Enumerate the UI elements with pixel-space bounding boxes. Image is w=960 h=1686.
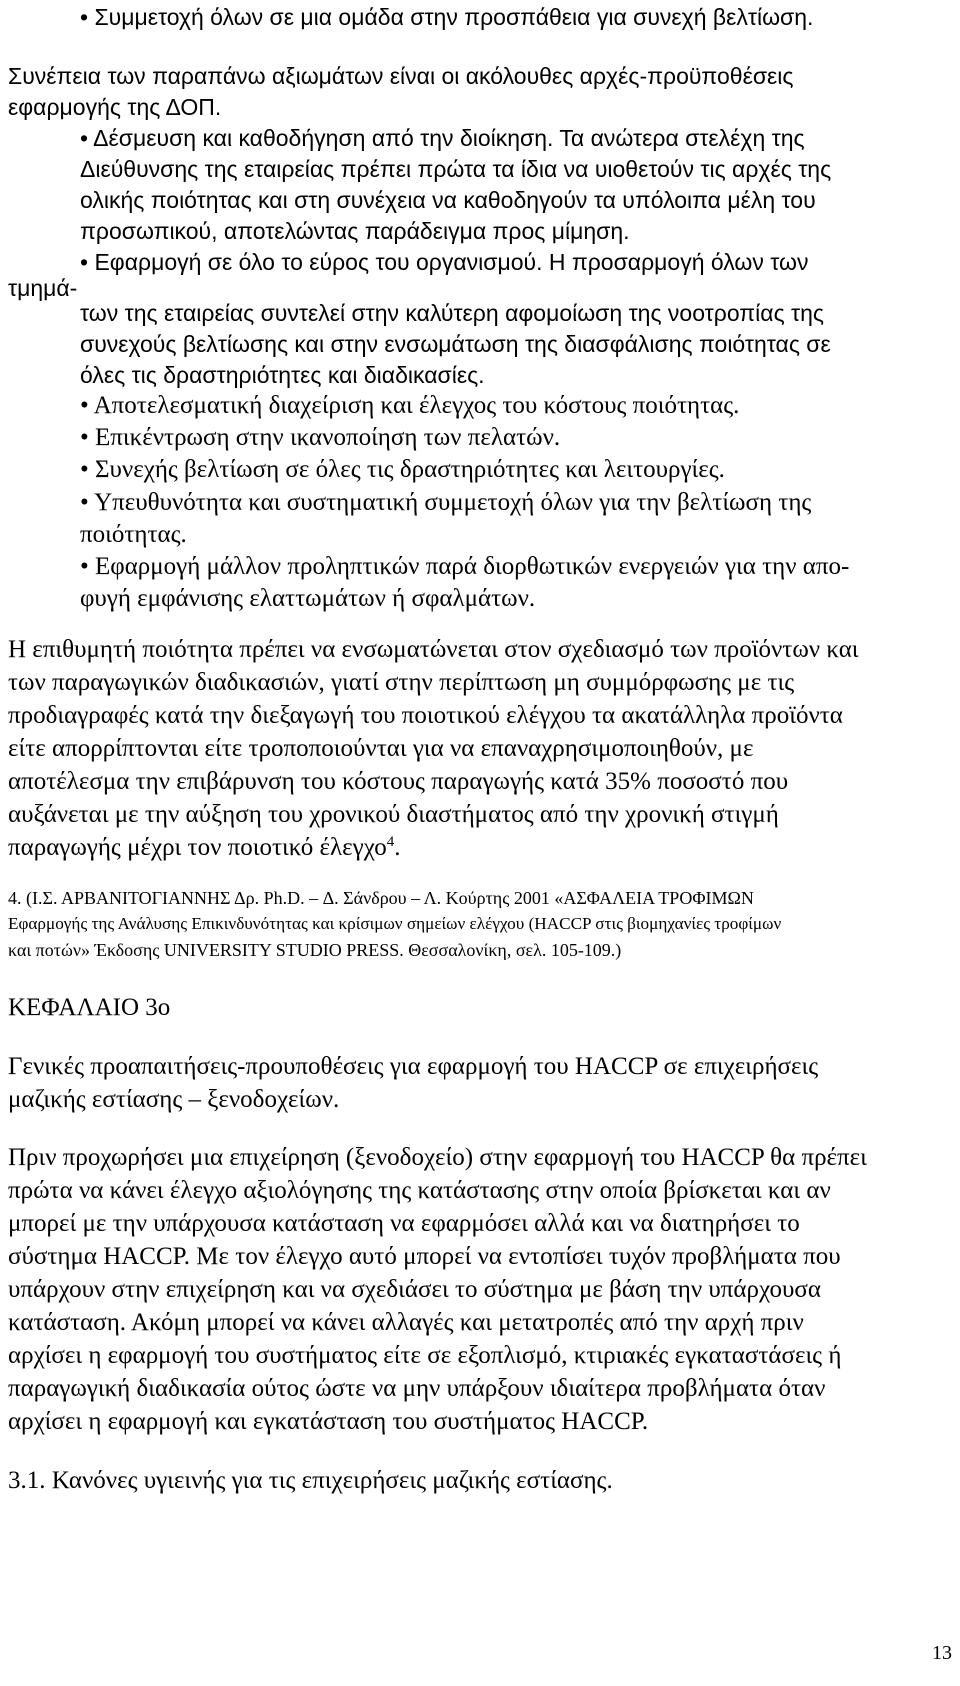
- bullet-item-continuation: συνεχούς βελτίωσης και στην ενσωμάτωση της διασφάλισης ποιότητας σε: [80, 331, 831, 357]
- reference-line: 4. (Ι.Σ. ΑΡΒΑΝΙΤΟΓΙΑΝΝΗΣ Δρ. Ph.D. – Δ. Σάνδρου – Λ. Κούρτης 2001 «ΑΣΦΑΛΕΙΑ ΤΡΟΦΙΜΩΝ: [8, 888, 754, 908]
- quality-paragraph-text: παραγωγής μέχρι τον ποιοτικό έλεγχο: [8, 834, 387, 861]
- footnote-marker: 4: [386, 834, 395, 850]
- bullet-item-continuation: όλες τις δραστηριότητες και διαδικασίες.: [80, 362, 485, 388]
- page-number: 13: [932, 1642, 952, 1664]
- bullet-item: • Αποτελεσματική διαχείριση και έλεγχος του κόστους ποιότητας.: [80, 392, 740, 419]
- bullet-item-continuation: τμημά-: [8, 275, 78, 301]
- reference-line: και ποτών» Έκδοσης UNIVERSITY STUDIO PRESS. Θεσσαλονίκη, σελ. 105-109.): [8, 940, 622, 960]
- bullet-item-continuation: ποιότητας.: [80, 521, 187, 548]
- haccp-paragraph-line: σύστημα HACCP. Με τον έλεγχο αυτό μπορεί να εντοπίσει τυχόν προβλήματα που: [8, 1243, 841, 1270]
- bullet-item: • Συμμετοχή όλων σε μια ομάδα στην προσπάθεια για συνεχή βελτίωση.: [80, 4, 814, 30]
- quality-paragraph-line: αυξάνεται με την αύξηση του χρονικού διαστήματος από την χρονική στιγμή: [8, 801, 779, 828]
- bullet-item-continuation: των της εταιρείας συντελεί στην καλύτερη αφομοίωση της νοοτροπίας της: [80, 300, 825, 326]
- bullet-item: • Υπευθυνότητα και συστηματική συμμετοχή όλων για την βελτίωση της: [80, 489, 812, 516]
- quality-paragraph-line: αποτέλεσμα την επιβάρυνση του κόστους παραγωγής κατά 35% ποσοστό που: [8, 768, 789, 795]
- quality-paragraph-line: προδιαγραφές κατά την διεξαγωγή του ποιοτικού ελέγχου τα ακατάλληλα προϊόντα: [8, 702, 843, 729]
- haccp-paragraph-line: αρχίσει η εφαρμογή και εγκατάσταση του συστήματος HACCP.: [8, 1408, 649, 1435]
- bullet-item-continuation: φυγή εμφάνισης ελαττωμάτων ή σφαλμάτων.: [80, 585, 536, 612]
- reference-line: Εφαρμογής της Ανάλυσης Επικινδυνότητας και κρίσιμων σημείων ελέγχου (HACCP στις βιομηχανίες τροφίμων: [8, 914, 782, 933]
- bullet-item-continuation: Διεύθυνσης της εταιρείας πρέπει πρώτα τα ίδια να υιοθετούν τις αρχές της: [80, 156, 832, 182]
- quality-paragraph-line: Η επιθυμητή ποιότητα πρέπει να ενσωματώνεται στον σχεδιασμό των προϊόντων και: [8, 636, 859, 663]
- bullet-item: • Δέσμευση και καθοδήγηση από την διοίκηση. Τα ανώτερα στελέχη της: [80, 125, 805, 151]
- chapter-title: ΚΕΦΑΛΑΙΟ 3ο: [8, 994, 171, 1021]
- haccp-paragraph-line: παραγωγική διαδικασία ούτος ώστε να μην υπάρξουν ιδιαίτερα προβλήματα όταν: [8, 1375, 826, 1402]
- chapter-subtitle-line: Γενικές προαπαιτήσεις-προυποθέσεις για εφαρμογή του HACCP σε επιχειρήσεις: [8, 1053, 819, 1080]
- bullet-item-continuation: ολικής ποιότητας και στη συνέχεια να καθοδηγούν τα υπόλοιπα μέλη του: [80, 187, 816, 213]
- haccp-paragraph-line: Πριν προχωρήσει μια επιχείρηση (ξενοδοχείο) στην εφαρμογή του HACCP θα πρέπει: [8, 1144, 867, 1171]
- haccp-paragraph-line: πρώτα να κάνει έλεγχο αξιολόγησης της κατάστασης στην οποία βρίσκεται και αν: [8, 1177, 831, 1204]
- section-heading: 3.1. Κανόνες υγιεινής για τις επιχειρήσεις μαζικής εστίασης.: [8, 1467, 613, 1494]
- quality-paragraph-line: [8, 831, 401, 864]
- haccp-paragraph-line: κατάσταση. Ακόμη μπορεί να κάνει αλλαγές και μετατροπές από την αρχή πριν: [8, 1309, 804, 1336]
- chapter-subtitle-line: μαζικής εστίασης – ξενοδοχείων.: [8, 1086, 340, 1113]
- haccp-paragraph-line: αρχίσει η εφαρμογή του συστήματος είτε σε εξοπλισμό, κτιριακές εγκαταστάσεις ή: [8, 1342, 842, 1369]
- bullet-item: • Εφαρμογή μάλλον προληπτικών παρά διορθωτικών ενεργειών για την απο-: [80, 553, 850, 580]
- haccp-paragraph-line: υπάρχουν στην επιχείρηση και να σχεδιάσει το σύστημα με βάση την υπάρχουσα: [8, 1276, 821, 1303]
- intro-paragraph-line: εφαρμογής της ΔΟΠ.: [8, 94, 222, 120]
- bullet-item: • Συνεχής βελτίωση σε όλες τις δραστηριότητες και λειτουργίες.: [80, 456, 725, 483]
- bullet-item: • Εφαρμογή σε όλο το εύρος του οργανισμού. Η προσαρμογή όλων των: [80, 249, 809, 275]
- quality-paragraph-end: .: [394, 834, 401, 861]
- haccp-paragraph-line: μπορεί με την υπάρχουσα κατάσταση να εφαρμόσει αλλά και να διατηρήσει το: [8, 1210, 800, 1237]
- quality-paragraph-line: των παραγωγικών διαδικασιών, γιατί στην περίπτωση μη συμμόρφωσης με τις: [8, 669, 795, 696]
- quality-paragraph-line: είτε απορρίπτονται είτε τροποποιούνται για να επαναχρησιμοποιηθούν, με: [8, 735, 754, 762]
- bullet-item: • Επικέντρωση στην ικανοποίηση των πελατών.: [80, 424, 561, 451]
- intro-paragraph-line: Συνέπεια των παραπάνω αξιωμάτων είναι οι ακόλουθες αρχές-προϋποθέσεις: [8, 63, 794, 89]
- bullet-item-continuation: προσωπικού, αποτελώντας παράδειγμα προς μίμηση.: [80, 218, 630, 244]
